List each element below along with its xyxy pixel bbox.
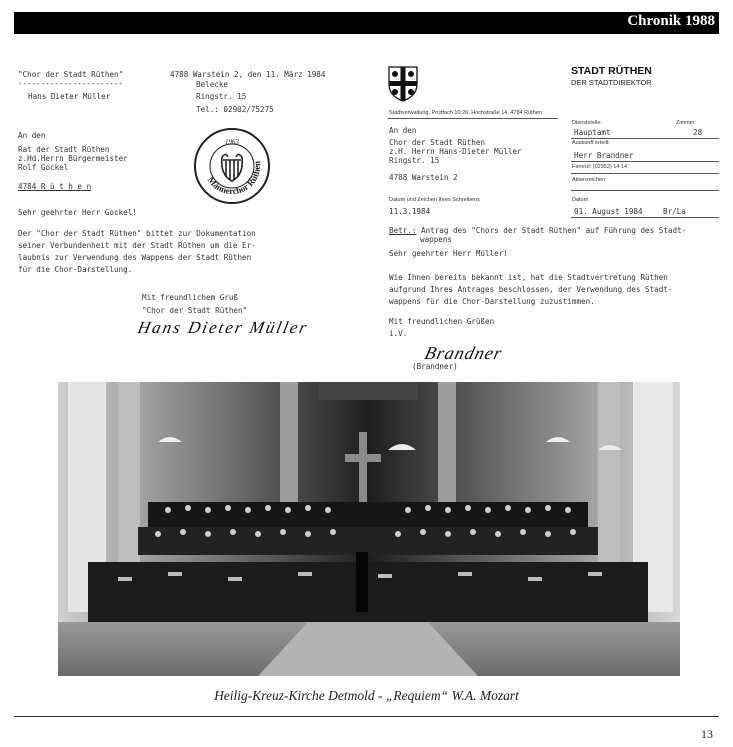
city-department: DER STADTDIREKTOR [571,78,652,87]
aktenzeichen-label: Aktenzeichen: [572,177,607,183]
letter2-signature: Brandner [422,343,505,363]
letter2-recipient-line: Ringstr. 15 [389,156,440,165]
choir-seal [193,127,271,205]
letter2-recipient-city: 4788 Warstein 2 [389,173,458,182]
letter1-body-line: laubnis zur Verwendung des Wappens der Stadt Rüthen [18,253,252,262]
letter2-recipient-line: Chor der Stadt Rüthen [389,138,486,147]
header-bar [14,12,719,34]
photo-caption: Heilig-Kreuz-Kirche Detmold - „Requiem“ W.A. Mozart [214,688,519,703]
ihr-schreiben-value: 11.3.1984 [389,207,431,216]
footer-divider [14,716,719,717]
letter2-closing: Mit freundlichen Grüßen [389,317,495,326]
letter1-body-line: seiner Verbundenheit mit der Stadt Rüthen um die Er- [18,241,256,250]
letter1-place-date: 4788 Warstein 2, den 11. März 1984 [170,70,326,79]
letter1-recipient-line: Rat der Stadt Rüthen [18,145,110,154]
auskunft-value: Herr Brandner [574,151,634,160]
letter1-recipient-line: z.Hd.Herrn Bürgermeister [18,154,128,163]
dienststelle-label: Dienststelle: [572,120,602,126]
divider [571,190,719,191]
letter1-sender-name: Hans Dieter Müller [28,92,111,101]
letter1-sender-dashes: ----------------------- [18,79,124,88]
ihr-schreiben-label: Datum und Zeichen Ihres Schreibens [389,197,480,203]
seal-text: Männerchor Rüthen [205,160,263,197]
city-name: STADT RÜTHEN [571,65,652,77]
letter2-signer: (Brandner) [412,362,458,371]
lyre-icon [222,155,243,182]
letter1-salutation: Sehr geehrter Herr Gockel! [18,208,137,217]
letter2-body-line: wappens für die Chor-Darstellung zuzustimmen. [389,297,595,306]
auskunft-label: Auskunft erteilt: [572,140,610,146]
letter2-salutation: Sehr geehrter Herr Müller! [389,249,508,258]
letter2-body-line: aufgrund Ihres Antrages beschlossen, der Verwendung des Stadt- [389,285,673,294]
letter1-closing: Mit freundlichem Gruß [142,293,239,302]
page-number: 13 [701,727,713,741]
letter1-body-line: Der "Chor der Stadt Rüthen" bittet zur Dokumentation [18,229,256,238]
subject-line: Antrag des "Chors der Stadt Rüthen" auf Führung des Stadt- [416,226,687,235]
divider [571,138,719,139]
letter2-body-line: Wie Ihnen bereits bekannt ist, hat die Stadtvertretung Rüthen [389,273,668,282]
divider [571,161,719,162]
fernruf-label: Fernruf: (02952) 14 14 [572,164,628,170]
letter1-sender-org: "Chor der Stadt Rüthen" [18,70,124,79]
zimmer-label: Zimmer: [676,120,697,126]
letter1-to-label: An den [18,131,46,140]
letter1-address-line: Belecke [196,80,229,89]
datum-value: 01. August 1984 [574,207,643,216]
subject-label: Betr.: [389,226,417,235]
letter2-recipient-line: z.H. Herrn Hans-Dieter Müller [389,147,522,156]
letter2-to-label: An den [389,126,417,135]
letter1-recipient-city: 4784 R ü t h e n [18,182,92,191]
letter1-closing-org: "Chor der Stadt Rüthen" [142,306,248,315]
divider [388,118,558,119]
zimmer-value: 28 [693,128,703,137]
choir-concert-photo [58,382,680,676]
letter1-body-line: für die Chor-Darstellung. [18,265,133,274]
letter1-address-line: Ringstr. 15 [196,92,247,101]
divider [571,173,719,174]
divider [571,217,719,218]
letter1-recipient-line: Rolf Gockel [18,163,69,172]
seal-year: 1963 [225,138,239,146]
dienststelle-value: Hauptamt [574,128,611,137]
letter2-iv: i.V. [389,329,408,338]
letter2-return-address: Stadtverwaltung, Postfach 10:26, Hochstraße 14, 4784 Rüthen [389,110,542,116]
letter1-signature: Hans Dieter Müller [136,318,311,337]
page-title: Chronik 1988 [627,13,715,29]
datum-ref: Br/La [663,207,686,216]
subject-line: wappens [420,235,453,244]
coat-of-arms-icon [388,66,418,102]
letter1-tel: Tel.: 02902/75275 [196,105,274,114]
datum-label: Datum [572,197,589,203]
